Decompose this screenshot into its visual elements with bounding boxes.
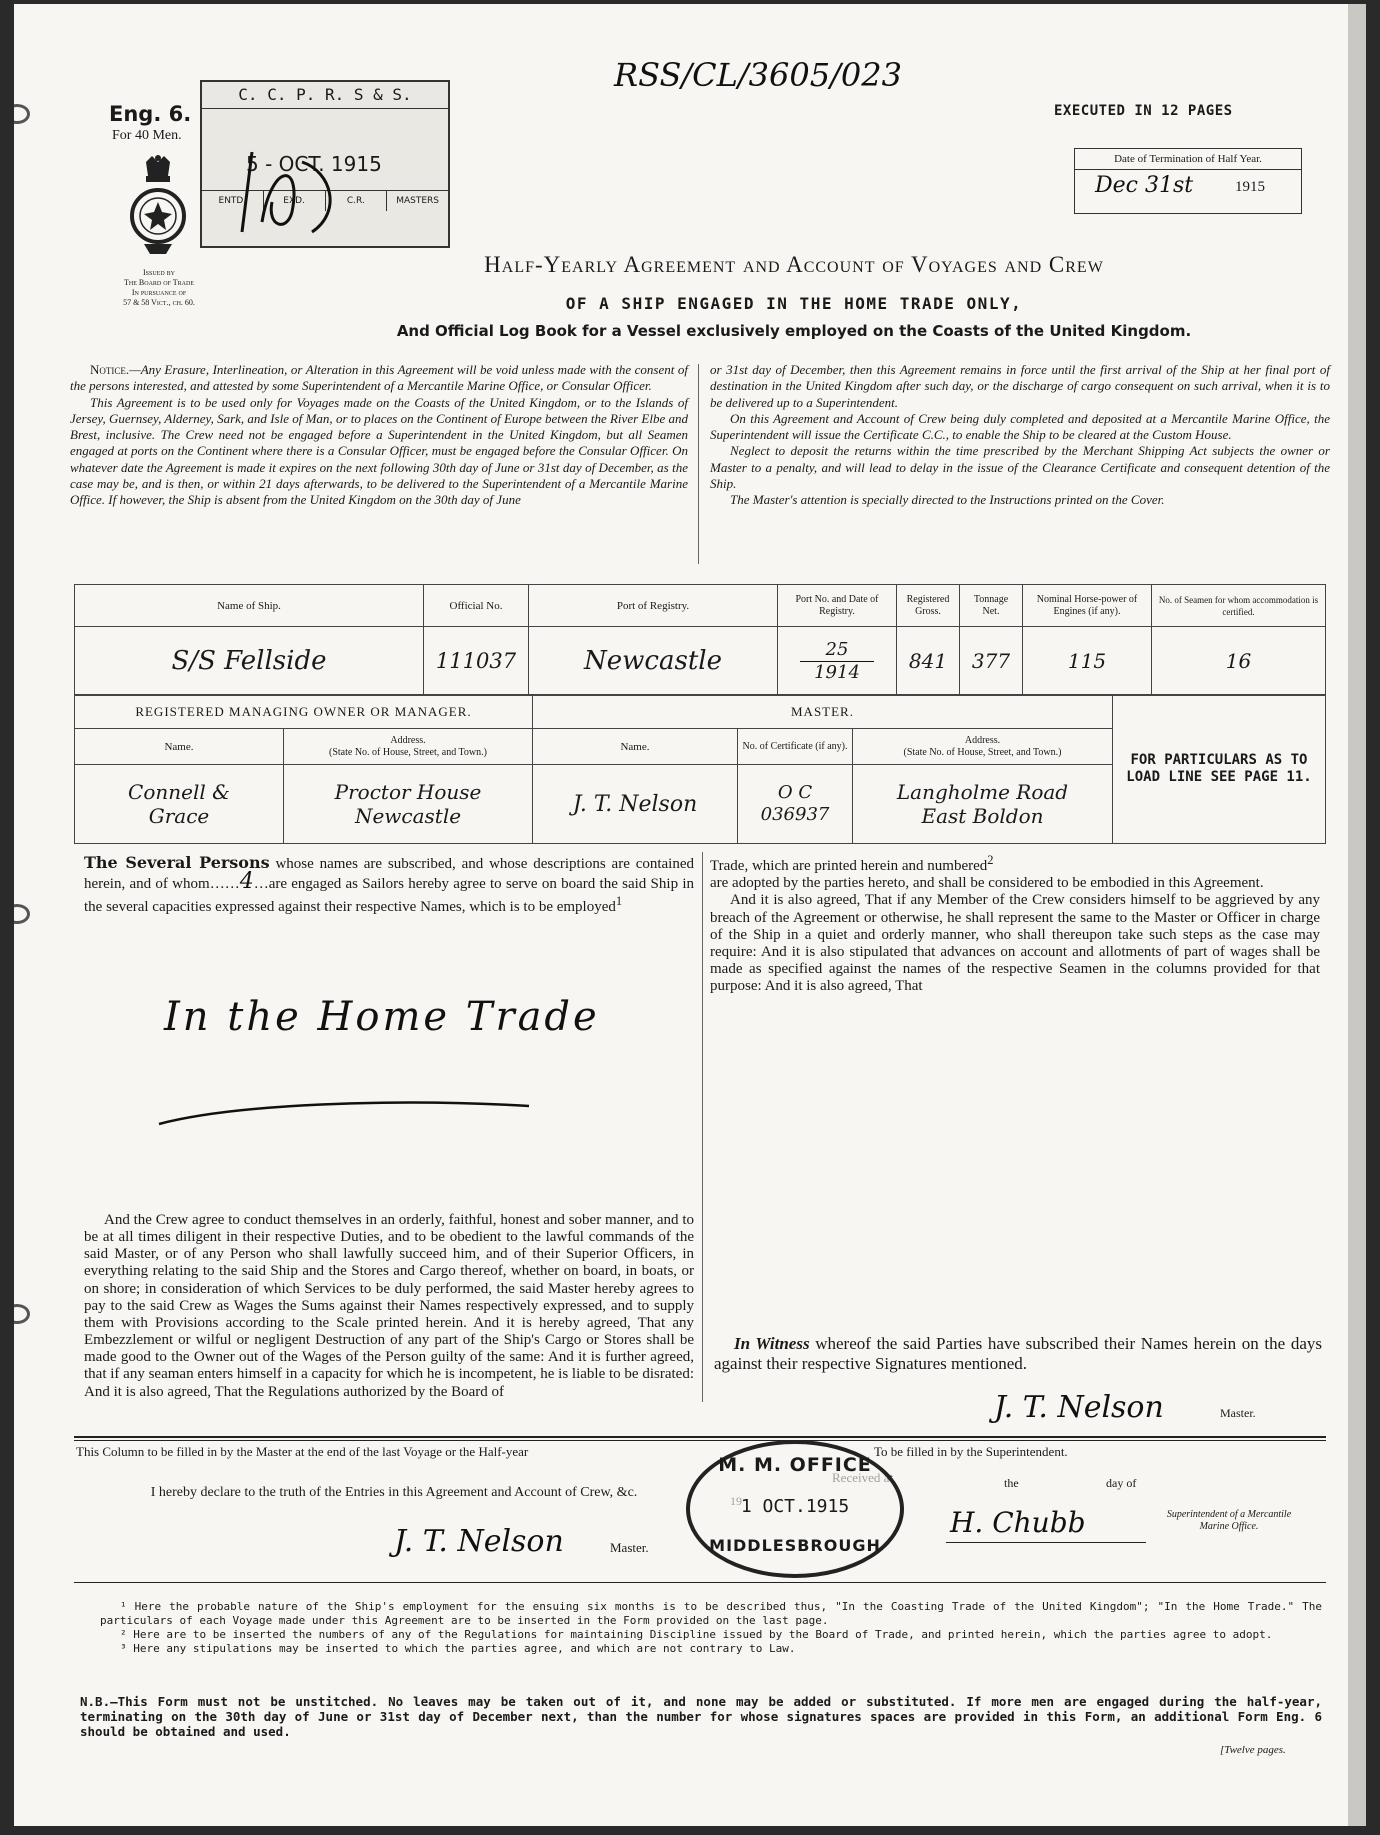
owner-name: Connell & — [128, 780, 230, 804]
document-page — [14, 4, 1366, 1826]
owner-master-table — [74, 694, 1326, 844]
th-seamen: No. of Seamen for whom accommodation is certified. — [1152, 585, 1326, 627]
stamp-col: ENTD. — [202, 191, 264, 211]
master-name: J. T. Nelson — [533, 765, 738, 844]
load-line-note: FOR PARTICULARS AS TO LOAD LINE SEE PAGE 11. — [1113, 695, 1326, 844]
stamp-date: 5 - OCT. 1915 — [246, 152, 382, 176]
agreement-text: whose names are subscribed, and whose descriptions are contained herein, and of whom — [84, 856, 694, 893]
mmo-oval-stamp — [686, 1440, 904, 1578]
witness-clause — [714, 1334, 1322, 1374]
binding-ring — [14, 904, 30, 924]
th-master: MASTER. — [533, 695, 1113, 729]
agreement-intro: The Several Persons whose names are subscribed, and whose descriptions are contained herein, and of whom……4…are engaged as Sailors hereby agree to serve on board the said Ship in the several capacities expressed against their respective Names, which is to be employed$^1$ — [84, 853, 694, 916]
th-master-address: Address. — [964, 734, 1001, 746]
notice-text: Neglect to deposit the returns within the time prescribed by the Merchant Shipping Act subjects the owner or Master to a penalty, and will lead to delay in the issue of the Clearance Certificate and consequent detention of the Ship. — [710, 443, 1330, 492]
witness-lead: In Witness — [734, 1334, 810, 1353]
executed-pages: EXECUTED IN 12 PAGES — [1054, 103, 1233, 119]
footnote-3: ³ Here any stipulations may be inserted to which the parties agree, and which are not contrary to Law. — [120, 1642, 796, 1655]
master-column-heading: This Column to be filled in by the Master at the end of the last Voyage or the Half-year — [76, 1444, 529, 1459]
gross-tonnage: 841 — [897, 627, 960, 696]
declaration-signature: J. T. Nelson — [394, 1524, 564, 1559]
th-owner-address: Address. — [390, 734, 426, 746]
binding-ring — [14, 1304, 30, 1324]
horsepower: 115 — [1023, 627, 1152, 696]
agreement-text: are adopted by the parties hereto, and shall be considered to be embodied in this Agreement. — [710, 875, 1264, 892]
th-gross: Gross. — [915, 605, 941, 617]
notice-text: The Master's attention is specially directed to the Instructions printed on the Cover. — [730, 492, 1165, 508]
th-ship-name: Name of Ship. — [75, 585, 424, 627]
master-address: Langholme Road — [896, 780, 1069, 804]
ship-table — [74, 584, 1326, 696]
footnote-2: ² Here are to be inserted the numbers of any of the Regulations for maintaining Discipline issued by the Board of Trade, and printed herein, which the parties agree to adopt. — [120, 1628, 1273, 1641]
title-third: And Official Log Book for a Vessel exclusively employed on the Coasts of the United Kingdom. — [396, 322, 1192, 340]
stamp-col: MASTERS — [396, 196, 440, 206]
issuer-line: Issued by — [142, 268, 175, 277]
the-label: the — [1004, 1476, 1019, 1490]
form-capacity: For 40 Men. — [112, 128, 182, 143]
sailors-count: 4 — [239, 869, 254, 895]
agreement-conduct — [84, 1212, 694, 1401]
notice-text: On this Agreement and Account of Crew being duly completed and deposited at a Mercantile Marine Office, the Superintendent will issue the Certificate C.C., to enable the Ship to be cleared at the Custom House. — [710, 410, 1330, 443]
th-horsepower: Nominal Horse-power of Engines (if any). — [1023, 585, 1152, 627]
termination-value: Dec 31st — [1095, 173, 1194, 198]
stamp-col: C.R. — [326, 191, 388, 211]
termination-box — [1074, 148, 1302, 214]
th-registered: Registered — [906, 593, 950, 605]
official-no: 111037 — [424, 627, 529, 696]
port-no: 25 — [825, 638, 849, 660]
agreement-lead: The Several Persons — [84, 853, 270, 872]
owner-address: Newcastle — [354, 804, 462, 828]
th-tonnage: Tonnage — [973, 593, 1009, 605]
declaration-master-label: Master. — [610, 1540, 649, 1555]
notice-text: This Agreement is to be used only for Voyages made on the Coasts of the United Kingdom, or to the Islands of Jersey, Guernsey, Alderney, Sark, and Isle of Man, or to places on the Continent of Europe between the River Elbe and Brest, inclusive. The Crew need not be engaged before a Superintendent in the United Kingdom, but all Seamen engaged at ports on the Continent where there is a Consular Officer, must be engaged before the Consular Officer. On whatever date the Agreement is made it expires on the next following 30th day of June or 31st day of December, as the case may be, and is then, or within 21 days afterwards, to be delivered to the Superintendent of a Mercantile Marine Office. If however, the Ship is absent from the United Kingdom on the 30th day of June — [70, 394, 688, 508]
th-certificate: No. of Certificate (if any). — [738, 729, 853, 765]
binding-ring — [14, 104, 30, 124]
pages-note: [Twelve pages. — [1220, 1744, 1286, 1756]
certificate-no: O C — [777, 782, 813, 803]
master-label: Master. — [1220, 1406, 1256, 1420]
title-sub: OF A SHIP ENGAGED IN THE HOME TRADE ONLY, — [565, 294, 1023, 313]
received-stamp — [200, 80, 450, 248]
agreement-text: And the Crew agree to conduct themselves in an orderly, faithful, honest and sober manner, and to be at all times diligent in their respective Duties, and to be obedient to the lawful commands of the said Master, or of any Person who shall lawfully succeed him, and of their Superior Officers, in everything relating to the said Ship and the Stores and Cargo thereof, whether on board, in boats, or on shore; in consideration of which Services to be duly performed, the said Master hereby agrees to pay to the said Crew as Wages the Sums against their Names respectively expressed, and to supply them with Provisions according to the Scale printed herein. And it is hereby agreed, That any Embezzlement or wilful or negligent Destruction of any part of the Ship's Cargo or Stores shall be made good to the Owner out of the Wages of the Person guilty of the same: And it is further agreed, that if any seaman enters himself in a capacity for which he is incompetent, he is liable to be disrated: And it is also agreed, That the Regulations authorized by the Board of — [84, 1212, 694, 1400]
employment-description: In the Home Trade — [164, 994, 600, 1040]
footnotes — [100, 1600, 1322, 1656]
agreement-text: Trade, which are printed herein and numbered — [710, 858, 988, 874]
notice-left — [70, 362, 688, 509]
owner-address: Proctor House — [334, 780, 482, 804]
port-of-registry: Newcastle — [529, 627, 778, 696]
stamp-header: C. C. P. R. S & S. — [202, 82, 448, 109]
issuer-line: The Board of Trade — [124, 278, 194, 287]
owner-name: Grace — [148, 804, 210, 828]
master-address: East Boldon — [921, 804, 1044, 828]
th-port-no: Port No. and Date of Registry. — [778, 585, 897, 627]
stamp-office: M. M. OFFICE — [718, 1454, 872, 1476]
master-signature: J. T. Nelson — [994, 1390, 1164, 1425]
th-master-name: Name. — [533, 729, 738, 765]
notice-right — [710, 362, 1330, 509]
th-official-no: Official No. — [424, 585, 529, 627]
agreement-text: And it is also agreed, That if any Member of the Crew considers himself to be aggrieved by any breach of the Agreement or otherwise, he shall represent the same to the Master or Officer in charge of the Ship in a quiet and orderly manner, who shall thereupon take such steps as the case may require: And it is also stipulated that advances on account and allotments of part of wages shall be made as specified against the names of the respective Seamen in the columns provided for that purpose: And it is also agreed, That — [710, 892, 1320, 995]
notice-label: Notice. — [90, 362, 130, 377]
footnote-1: ¹ Here the probable nature of the Ship's employment for the ensuing six months is to be described thus, "In the Coasting Trade of the United Kingdom"; "In the Home Trade." The particulars of each Voyage made under this Agreement are to be inserted in the Form provided on the last page. — [100, 1600, 1322, 1627]
stamp-col: EXD. — [264, 191, 326, 211]
superintendent-label: Superintendent of a Mercantile Marine Office. — [1166, 1509, 1292, 1532]
day-of-label: day of — [1106, 1476, 1137, 1490]
superintendent-signature: H. Chubb — [950, 1506, 1086, 1539]
form-code: Eng. 6. — [109, 102, 192, 126]
master-declaration: I hereby declare to the truth of the Entries in this Agreement and Account of Crew, &c. — [150, 1485, 638, 1500]
th-master-address-sub: (State No. of House, Street, and Town.) — [903, 746, 1062, 758]
agreement-right: Trade, which are printed herein and numbered$^2$ are adopted by the parties hereto, and shall be considered to be embodied in this Agreement. And it is also agreed, That if any Member of the Crew considers himself to be aggrieved by any breach of the Agreement or otherwise, he shall represent the same to the Master or Officer in charge of the Ship in a quiet and orderly manner, who shall thereupon take such steps as the case may require: And it is also stipulated that advances on account and allotments of part of wages shall be made as specified against the names of the respective Seamen in the columns provided for that purpose: And it is also agreed, That — [710, 853, 1320, 995]
th-owner: REGISTERED MANAGING OWNER OR MANAGER. — [75, 695, 533, 729]
stamp-date-oval: 1 OCT.1915 — [740, 1496, 850, 1517]
reference-number: RSS/CL/3605/023 — [614, 56, 902, 94]
th-net: Net. — [982, 605, 1000, 617]
nb-note — [80, 1694, 1322, 1739]
net-tonnage: 377 — [960, 627, 1023, 696]
stamp-place: MIDDLESBROUGH — [709, 1536, 881, 1555]
issuer-line: In pursuance of — [131, 288, 187, 297]
handwritten-flourish — [154, 1094, 534, 1134]
handwritten-initials — [232, 142, 352, 242]
certificate-no: 036937 — [760, 804, 830, 825]
witness-text: whereof the said Parties have subscribed their Names herein on the days against their respective Signatures mentioned. — [714, 1334, 1322, 1373]
nb-text: N.B.—This Form must not be unstitched. No leaves may be taken out of it, and none may be added or substituted. If more men are engaged during the half-year, terminating on the 30th day of June or 31st day of December next, than the number for whose signatures spaces are provided in this Form, an additional Form Eng. 6 should be obtained and used. — [80, 1694, 1322, 1739]
agreement-text: are engaged as Sailors hereby agree to serve on board the said Ship in the several capacities expressed against their respective Names, which is to be employed — [84, 876, 694, 916]
registry-year: 1914 — [800, 661, 874, 684]
th-owner-address-sub: (State No. of House, Street, and Town.) — [329, 746, 487, 758]
ship-name: S/S Fellside — [75, 627, 424, 696]
seamen-count: 16 — [1152, 627, 1326, 696]
title-main: Half-Yearly Agreement and Account of Voyages and Crew — [484, 252, 1104, 277]
termination-label: Date of Termination of Half Year. — [1075, 149, 1301, 170]
notice-text: or 31st day of December, then this Agreement remains in force until the first arrival of the Ship at her final port of destination in the United Kingdom after such day, or the discharge of cargo consequent on such arrival, when it is to be delivered up to a Superintendent. — [710, 362, 1330, 410]
superintendent-heading: To be filled in by the Superintendent. — [874, 1444, 1068, 1459]
th-port: Port of Registry. — [529, 585, 778, 627]
royal-crest-icon — [126, 154, 190, 262]
termination-year: 1915 — [1235, 179, 1265, 195]
th-owner-name: Name. — [75, 729, 284, 765]
issuer-line: 57 & 58 Vict., ch. 60. — [123, 298, 195, 307]
notice-text: —Any Erasure, Interlineation, or Alteration in this Agreement will be void unless made with the consent of the persons interested, and attested by some Superintendent of a Mercantile Marine Office, or Consular Officer. — [70, 362, 688, 394]
